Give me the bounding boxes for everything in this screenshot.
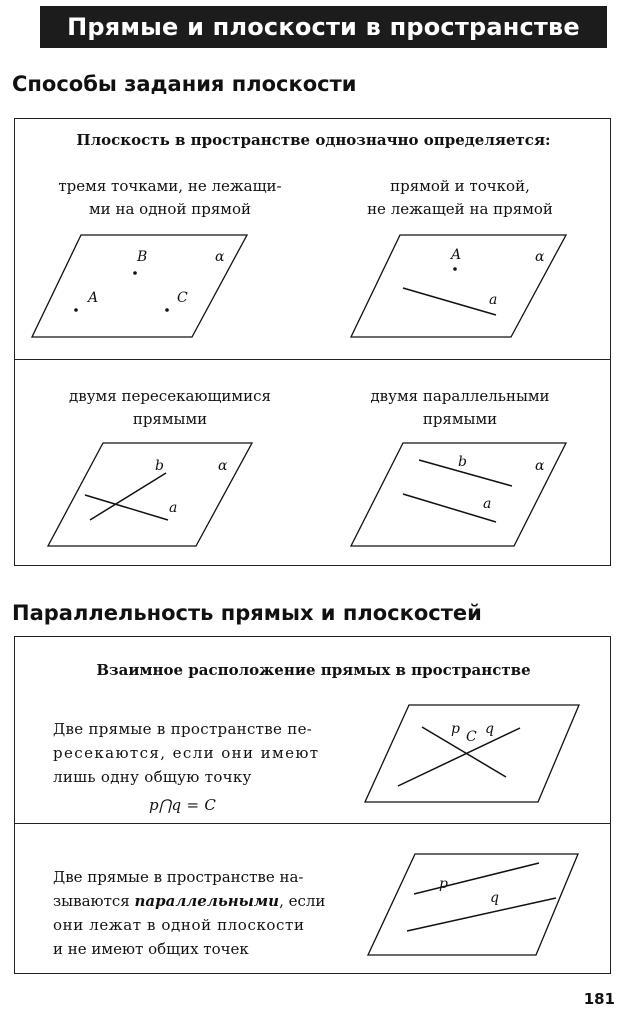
lines-relation-subheading: Взаимное расположение прямых в пространстве <box>96 661 531 679</box>
text-fragment: , если <box>279 892 326 910</box>
label-alpha: α <box>535 249 545 265</box>
label-a: a <box>489 292 498 308</box>
section-heading-parallel: Параллельность прямых и плоскостей <box>12 601 482 625</box>
caption-line: прямыми <box>132 410 208 428</box>
label-a: a <box>169 500 178 516</box>
lines-relation-box <box>14 636 611 974</box>
label-b: b <box>155 458 164 474</box>
label-alpha: α <box>535 458 545 474</box>
line-q <box>407 898 556 931</box>
text-line: Две прямые в пространстве на- <box>53 868 304 886</box>
label-B: B <box>137 249 148 265</box>
text-line: Две прямые в пространстве пе- <box>53 720 313 738</box>
label-a: a <box>483 496 492 512</box>
caption-line: двумя пересекающимися <box>69 387 271 405</box>
label-C: C <box>466 729 477 745</box>
parallel-definition <box>53 865 358 961</box>
line-b <box>90 473 166 520</box>
text-fragment: зываются <box>53 892 135 910</box>
text-line: и не имеют общих точек <box>53 940 249 958</box>
label-q: q <box>490 890 499 906</box>
intersection-formula: p⋂q = C <box>149 796 217 814</box>
line-p <box>414 863 539 894</box>
row-divider <box>15 823 610 824</box>
text-line: они лежат в одной плоскости <box>53 916 305 934</box>
caption-line: ми на одной прямой <box>89 200 251 218</box>
label-A: A <box>451 247 462 263</box>
caption-line: прямыми <box>422 410 498 428</box>
label-alpha: α <box>215 249 225 265</box>
label-q: q <box>485 721 494 737</box>
label-A: A <box>88 290 99 306</box>
label-C: C <box>177 290 188 306</box>
term-parallel: параллельными <box>134 892 280 910</box>
text-line <box>53 889 358 913</box>
text-line: лишь одну общую точку <box>53 768 252 786</box>
label-p: p <box>451 721 460 737</box>
caption-line: прямой и точкой, <box>390 177 530 195</box>
caption-line: двумя параллельными <box>370 387 550 405</box>
section-heading-plane-definition: Способы задания плоскости <box>12 72 357 96</box>
page-number: 181 <box>583 990 615 1008</box>
page-title: Прямые и плоскости в пространстве <box>67 13 580 41</box>
label-alpha: α <box>218 458 228 474</box>
plane-figures-bottom <box>15 119 612 567</box>
page-title-banner <box>40 6 607 48</box>
label-b: b <box>458 454 467 470</box>
text-line: ресекаются, если они имеют <box>53 744 320 762</box>
plane-definition-box <box>14 118 611 566</box>
plane-intersecting-lines <box>365 705 579 802</box>
plane-parallel-lines <box>368 854 578 955</box>
caption-line: тремя точками, не лежащи- <box>58 177 282 195</box>
label-p: p <box>439 876 448 892</box>
plane-definition-intro: Плоскость в пространстве однозначно определяется: <box>76 131 551 149</box>
caption-line: не лежащей на прямой <box>367 200 553 218</box>
